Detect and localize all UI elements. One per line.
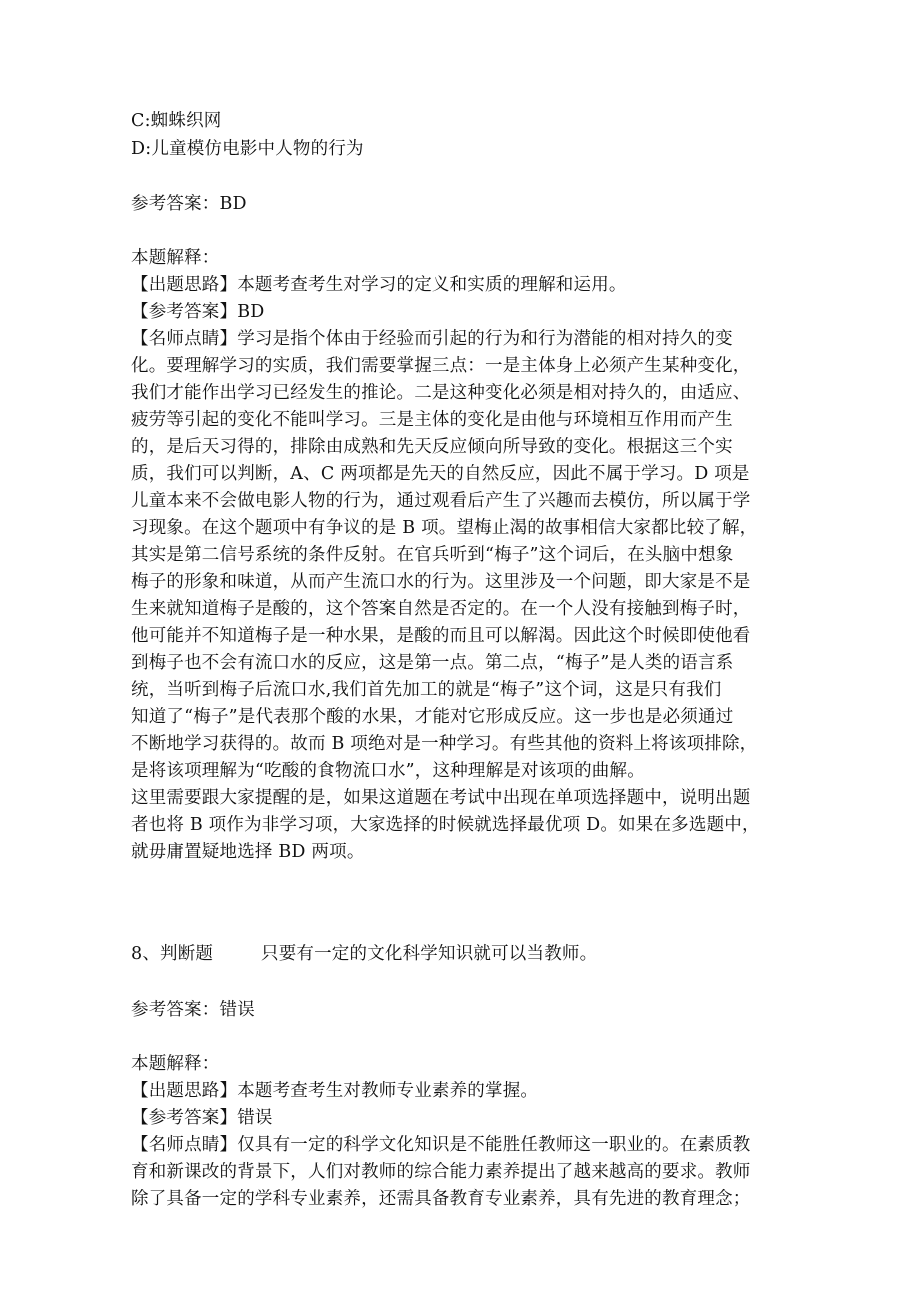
q7-line: 者也将 B 项作为非学习项，大家选择的时候就选择最优项 D。如果在多选题中， xyxy=(131,815,760,835)
q7-line: 就毋庸置疑地选择 BD 两项。 xyxy=(131,842,365,862)
q7-line: 的，是后天习得的，排除由成熟和先天反应倾向所导致的变化。根据这三个实 xyxy=(131,437,733,457)
q7-line: 儿童本来不会做电影人物的行为，通过观看后产生了兴趣而去模仿，所以属于学 xyxy=(131,491,751,511)
q7-line: 习现象。在这个题项中有争议的是 B 项。望梅止渴的故事相信大家都比较了解， xyxy=(131,518,758,538)
q8-line: 【参考答案】错误 xyxy=(131,1108,273,1128)
q8-line: 【名师点睛】仅具有一定的科学文化知识是不能胜任教师这一职业的。在素质教 xyxy=(131,1135,751,1155)
q7-line: 知道了“梅子”是代表那个酸的水果，才能对它形成反应。这一步也是必须通过 xyxy=(131,707,734,727)
q7-line: 化。要理解学习的实质，我们需要掌握三点：一是主体身上必须产生某种变化， xyxy=(131,356,751,376)
q7-line: 梅子的形象和味道，从而产生流口水的行为。这里涉及一个问题，即大家是不是 xyxy=(131,572,751,592)
q7-line: 疲劳等引起的变化不能叫学习。三是主体的变化是由他与环境相互作用而产生 xyxy=(131,410,733,430)
q7-line: 生来就知道梅子是酸的，这个答案自然是否定的。在一个人没有接触到梅子时， xyxy=(131,599,751,619)
q7-line: 质，我们可以判断，A、C 两项都是先天的自然反应，因此不属于学习。D 项是 xyxy=(131,464,750,484)
q7-line: 这里需要跟大家提醒的是，如果这道题在考试中出现在单项选择题中，说明出题 xyxy=(131,788,751,808)
q8-explanation-title: 本题解释： xyxy=(131,1054,220,1074)
q7-line: 他可能并不知道梅子是一种水果，是酸的而且可以解渴。因此这个时候即使他看 xyxy=(131,626,751,646)
q7-line: 统，当听到梅子后流口水,我们首先加工的就是“梅子”这个词，这是只有我们 xyxy=(131,680,722,700)
option-d: D:儿童模仿电影中人物的行为 xyxy=(131,139,364,159)
q7-line: 是将该项理解为“吃酸的食物流口水”，这种理解是对该项的曲解。 xyxy=(131,761,645,781)
option-c: C:蜘蛛织网 xyxy=(131,111,222,131)
q8-line: 育和新课改的背景下，人们对教师的综合能力素养提出了越来越高的要求。教师 xyxy=(131,1162,751,1182)
q7-line: 不断地学习获得的。故而 B 项绝对是一种学习。有些其他的资料上将该项排除， xyxy=(131,734,758,754)
q8-answer: 参考答案：错误 xyxy=(131,1000,255,1020)
q7-line: 其实是第二信号系统的条件反射。在官兵听到“梅子”这个词后，在头脑中想象 xyxy=(131,545,734,565)
q7-line: 【名师点睛】学习是指个体由于经验而引起的行为和行为潜能的相对持久的变 xyxy=(131,329,733,349)
q8-question-row xyxy=(131,941,791,967)
q8-line: 【出题思路】本题考查考生对教师专业素养的掌握。 xyxy=(131,1081,539,1101)
q7-line: 我们才能作出学习已经发生的推论。二是这种变化必须是相对持久的，由适应、 xyxy=(131,383,751,403)
q8-number: 8、判断题 xyxy=(131,944,214,964)
q8-line: 除了具备一定的学科专业素养，还需具备教育专业素养，具有先进的教育理念； xyxy=(131,1189,751,1209)
q7-explanation-title: 本题解释： xyxy=(131,248,220,268)
q7-line: 【出题思路】本题考查考生对学习的定义和实质的理解和运用。 xyxy=(131,275,627,295)
q7-answer: 参考答案：BD xyxy=(131,194,247,214)
q7-line: 【参考答案】BD xyxy=(131,302,265,322)
q8-question: 只要有一定的文化科学知识就可以当教师。 xyxy=(261,944,598,964)
q7-line: 到梅子也不会有流口水的反应，这是第一点。第二点，“梅子”是人类的语言系 xyxy=(131,653,734,673)
